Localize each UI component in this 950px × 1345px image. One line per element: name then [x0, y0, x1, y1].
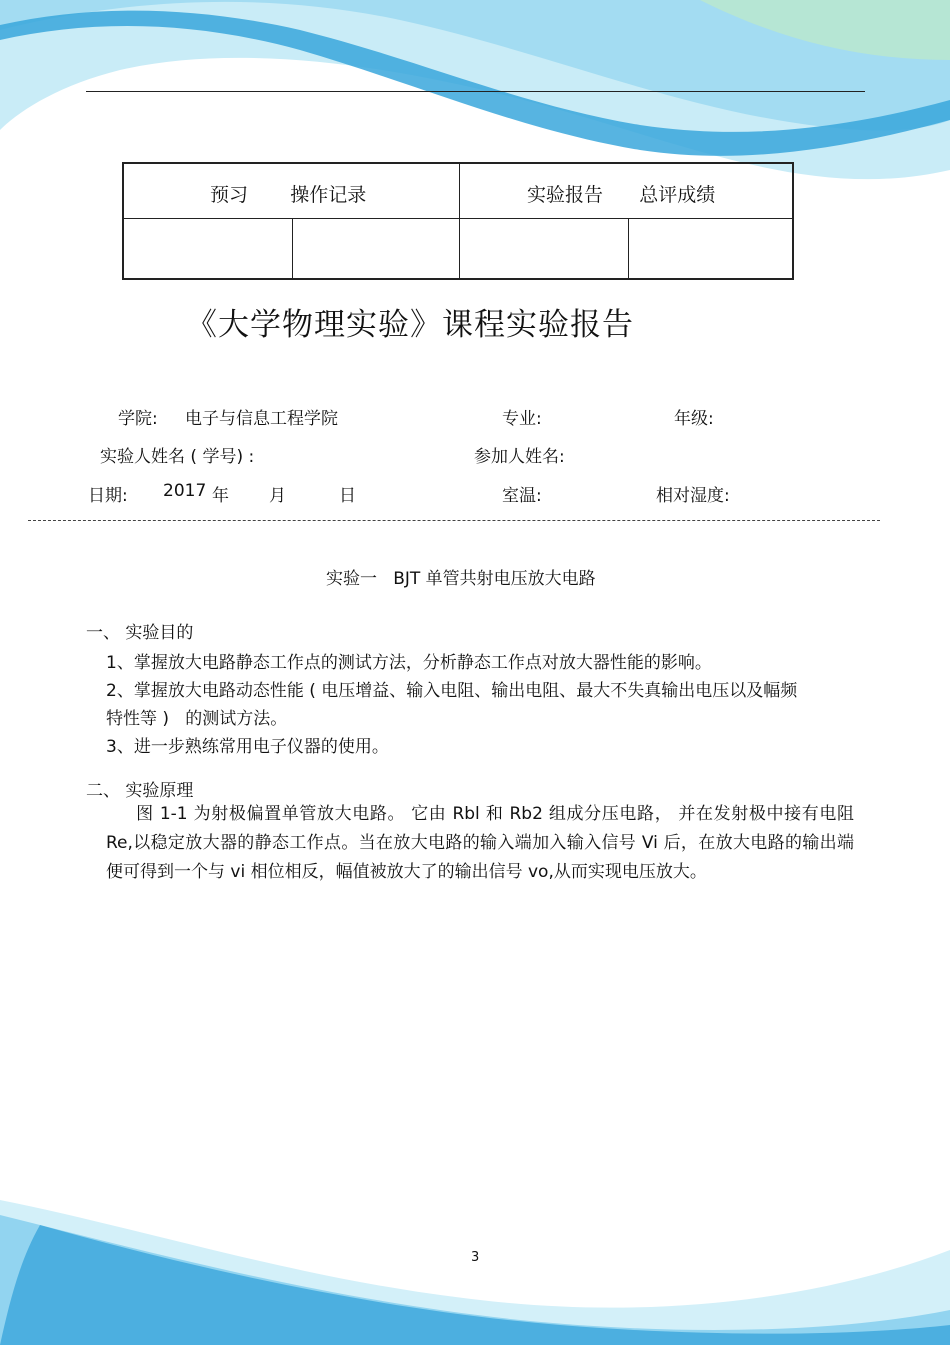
room-temperature-label: 室温: [502, 486, 542, 506]
date-year-unit: 年 [212, 486, 229, 506]
date-day-unit: 日 [339, 486, 356, 506]
page-number: 3 [471, 1250, 480, 1265]
grade-header-preview-operation: 预习 操作记录 [210, 184, 367, 206]
header-rule [86, 91, 865, 92]
objective-item-2-cont: 特性等 ) 的测试方法。 [106, 709, 288, 729]
grade-header-report-total: 实验报告 总评成绩 [527, 184, 716, 206]
grade-table-divider-right [628, 218, 629, 278]
principle-paragraph: 图 1-1 为射极偏置单管放大电路。 它由 Rbl 和 Rb2 组成分压电路， 并在发射极中接有电阻 Re,以稳定放大器的静态工作点。当在放大电路的输入端加入输入信号 Vi 后，在放大电路的输出端便可得到一个与 vi 相位相反，幅值被放大了的输出信号 vo,从而实现电压放大。 [106, 804, 854, 882]
objective-item-1: 1、掌握放大电路静态工作点的测试方法，分析静态工作点对放大器性能的影响。 [106, 653, 712, 673]
date-year: 2017 [163, 481, 207, 501]
date-label: 日期: [88, 486, 128, 506]
experiment-title: 实验一 BJT 单管共射电压放大电路 [326, 569, 596, 589]
participants-label: 参加人姓名: [474, 447, 565, 467]
college-value: 电子与信息工程学院 [185, 409, 338, 429]
section1-heading: 一、 实验目的 [86, 623, 194, 643]
humidity-label: 相对湿度: [656, 486, 730, 506]
report-title: 《大学物理实验》课程实验报告 [186, 307, 634, 343]
objective-item-3: 3、进一步熟练常用电子仪器的使用。 [106, 737, 389, 757]
grade-table-divider-left [292, 218, 293, 278]
student-name-label: 实验人姓名 ( 学号) : [100, 447, 255, 467]
date-month-unit: 月 [269, 486, 286, 506]
grade-table [122, 162, 794, 280]
dashed-separator [28, 520, 880, 521]
major-label: 专业: [502, 409, 542, 429]
college-label: 学院: [118, 409, 158, 429]
grade-table-divider-center [459, 164, 460, 278]
grade-level-label: 年级: [674, 409, 714, 429]
section2-heading: 二、 实验原理 [86, 781, 194, 801]
objective-item-2: 2、掌握放大电路动态性能 ( 电压增益、输入电阻、输出电阻、最大不失真输出电压以及幅频 [106, 681, 798, 701]
